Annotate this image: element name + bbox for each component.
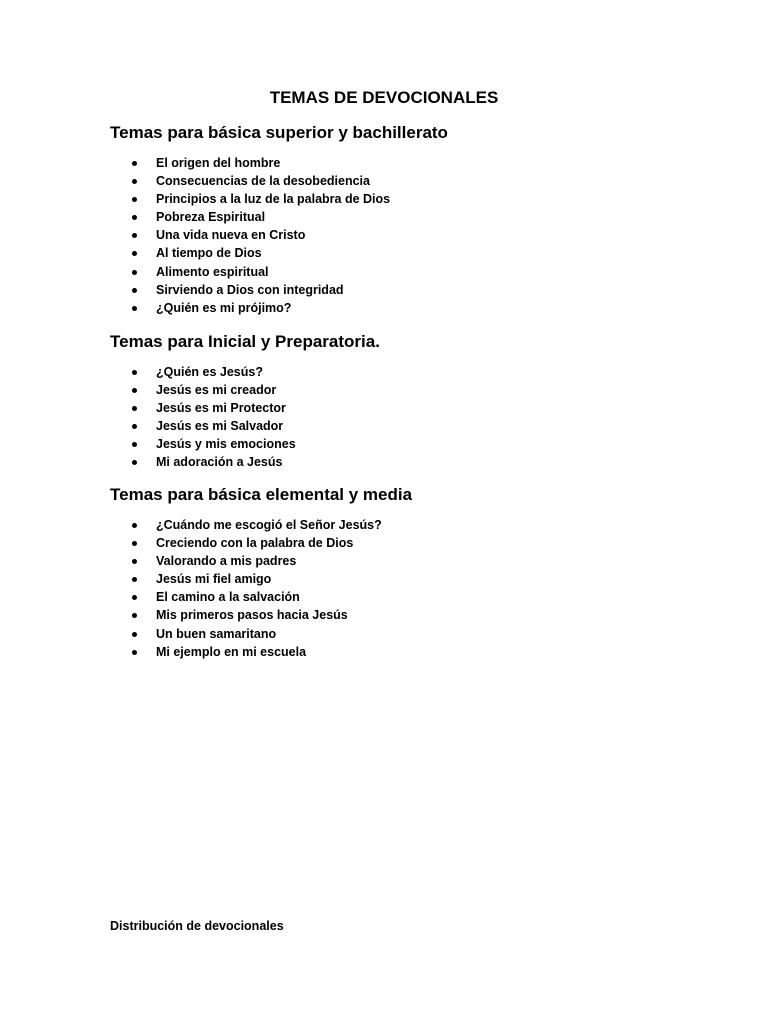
list-item-text: Mis primeros pasos hacia Jesús bbox=[156, 608, 348, 623]
list-item-text: Mi ejemplo en mi escuela bbox=[156, 644, 307, 659]
list-item-text: Un buen samaritano bbox=[156, 626, 277, 641]
list-item-text: Jesús y mis emociones bbox=[156, 437, 296, 452]
list-item-text: Consecuencias de la desobediencia bbox=[156, 174, 370, 189]
list-item bbox=[110, 643, 710, 661]
topic-list bbox=[110, 154, 710, 317]
list-item-text: Pobreza Espiritual bbox=[156, 210, 266, 225]
section-heading: Temas para básica superior y bachillerato bbox=[110, 123, 448, 142]
bullet-icon bbox=[132, 197, 137, 202]
bullet-icon bbox=[132, 288, 137, 293]
bullet-icon bbox=[132, 406, 137, 411]
list-item bbox=[110, 606, 710, 624]
list-item-text: Jesús es mi creador bbox=[156, 383, 277, 398]
bullet-icon bbox=[132, 442, 137, 447]
bullet-icon bbox=[132, 424, 137, 429]
list-item bbox=[110, 154, 710, 172]
document-title: TEMAS DE DEVOCIONALES bbox=[269, 88, 499, 107]
list-item bbox=[110, 281, 710, 299]
bullet-icon bbox=[132, 460, 137, 465]
list-item-text: Jesús es mi Salvador bbox=[156, 419, 284, 434]
list-item-text: Alimento espiritual bbox=[156, 264, 269, 279]
list-item bbox=[110, 226, 710, 244]
list-item bbox=[110, 516, 710, 534]
list-item-text: Valorando a mis padres bbox=[156, 554, 297, 569]
bullet-icon bbox=[132, 161, 137, 166]
list-item bbox=[110, 263, 710, 281]
footer-text: Distribución de devocionales bbox=[110, 919, 284, 933]
list-item-text: Una vida nueva en Cristo bbox=[156, 228, 306, 243]
list-item bbox=[110, 381, 710, 399]
bullet-icon bbox=[132, 306, 137, 311]
list-item bbox=[110, 435, 710, 453]
list-item bbox=[110, 552, 710, 570]
list-item bbox=[110, 570, 710, 588]
list-item bbox=[110, 190, 710, 208]
section-heading: Temas para Inicial y Preparatoria. bbox=[110, 332, 380, 351]
list-item-text: Principios a la luz de la palabra de Dios bbox=[156, 192, 391, 207]
topic-list bbox=[110, 363, 710, 472]
list-item bbox=[110, 244, 710, 262]
list-item bbox=[110, 363, 710, 381]
bullet-icon bbox=[132, 632, 137, 637]
section-basica-elemental bbox=[110, 484, 710, 661]
list-item bbox=[110, 208, 710, 226]
list-item-text: Sirviendo a Dios con integridad bbox=[156, 282, 344, 297]
list-item-text: ¿Cuándo me escogió el Señor Jesús? bbox=[156, 518, 382, 532]
bullet-icon bbox=[132, 179, 137, 184]
list-item-text: Al tiempo de Dios bbox=[156, 246, 262, 261]
bullet-icon bbox=[132, 650, 137, 655]
section-basica-superior bbox=[110, 122, 710, 317]
bullet-icon bbox=[132, 215, 137, 220]
bullet-icon bbox=[132, 523, 137, 528]
list-item-text: Mi adoración a Jesús bbox=[156, 455, 283, 470]
list-item bbox=[110, 172, 710, 190]
list-item bbox=[110, 417, 710, 435]
bullet-icon bbox=[132, 251, 137, 256]
bullet-icon bbox=[132, 541, 137, 546]
bullet-icon bbox=[132, 577, 137, 582]
list-item bbox=[110, 299, 710, 317]
bullet-icon bbox=[132, 233, 137, 238]
list-item-text: El origen del hombre bbox=[156, 156, 281, 170]
bullet-icon bbox=[132, 559, 137, 564]
list-item-text: Jesús mi fiel amigo bbox=[156, 572, 272, 587]
bullet-icon bbox=[132, 388, 137, 393]
bullet-icon bbox=[132, 595, 137, 600]
list-item-text: ¿Quién es Jesús? bbox=[156, 365, 263, 379]
list-item bbox=[110, 588, 710, 606]
section-heading: Temas para básica elemental y media bbox=[110, 485, 413, 504]
list-item-text: Jesús es mi Protector bbox=[156, 401, 286, 416]
bullet-icon bbox=[132, 270, 137, 275]
list-item bbox=[110, 399, 710, 417]
list-item bbox=[110, 625, 710, 643]
bullet-icon bbox=[132, 370, 137, 375]
list-item-text: ¿Quién es mi prójimo? bbox=[156, 300, 292, 315]
bullet-icon bbox=[132, 613, 137, 618]
list-item-text: El camino a la salvación bbox=[156, 590, 300, 605]
section-inicial-preparatoria bbox=[110, 331, 710, 472]
list-item bbox=[110, 453, 710, 471]
list-item-text: Creciendo con la palabra de Dios bbox=[156, 536, 354, 551]
topic-list bbox=[110, 516, 710, 661]
list-item bbox=[110, 534, 710, 552]
